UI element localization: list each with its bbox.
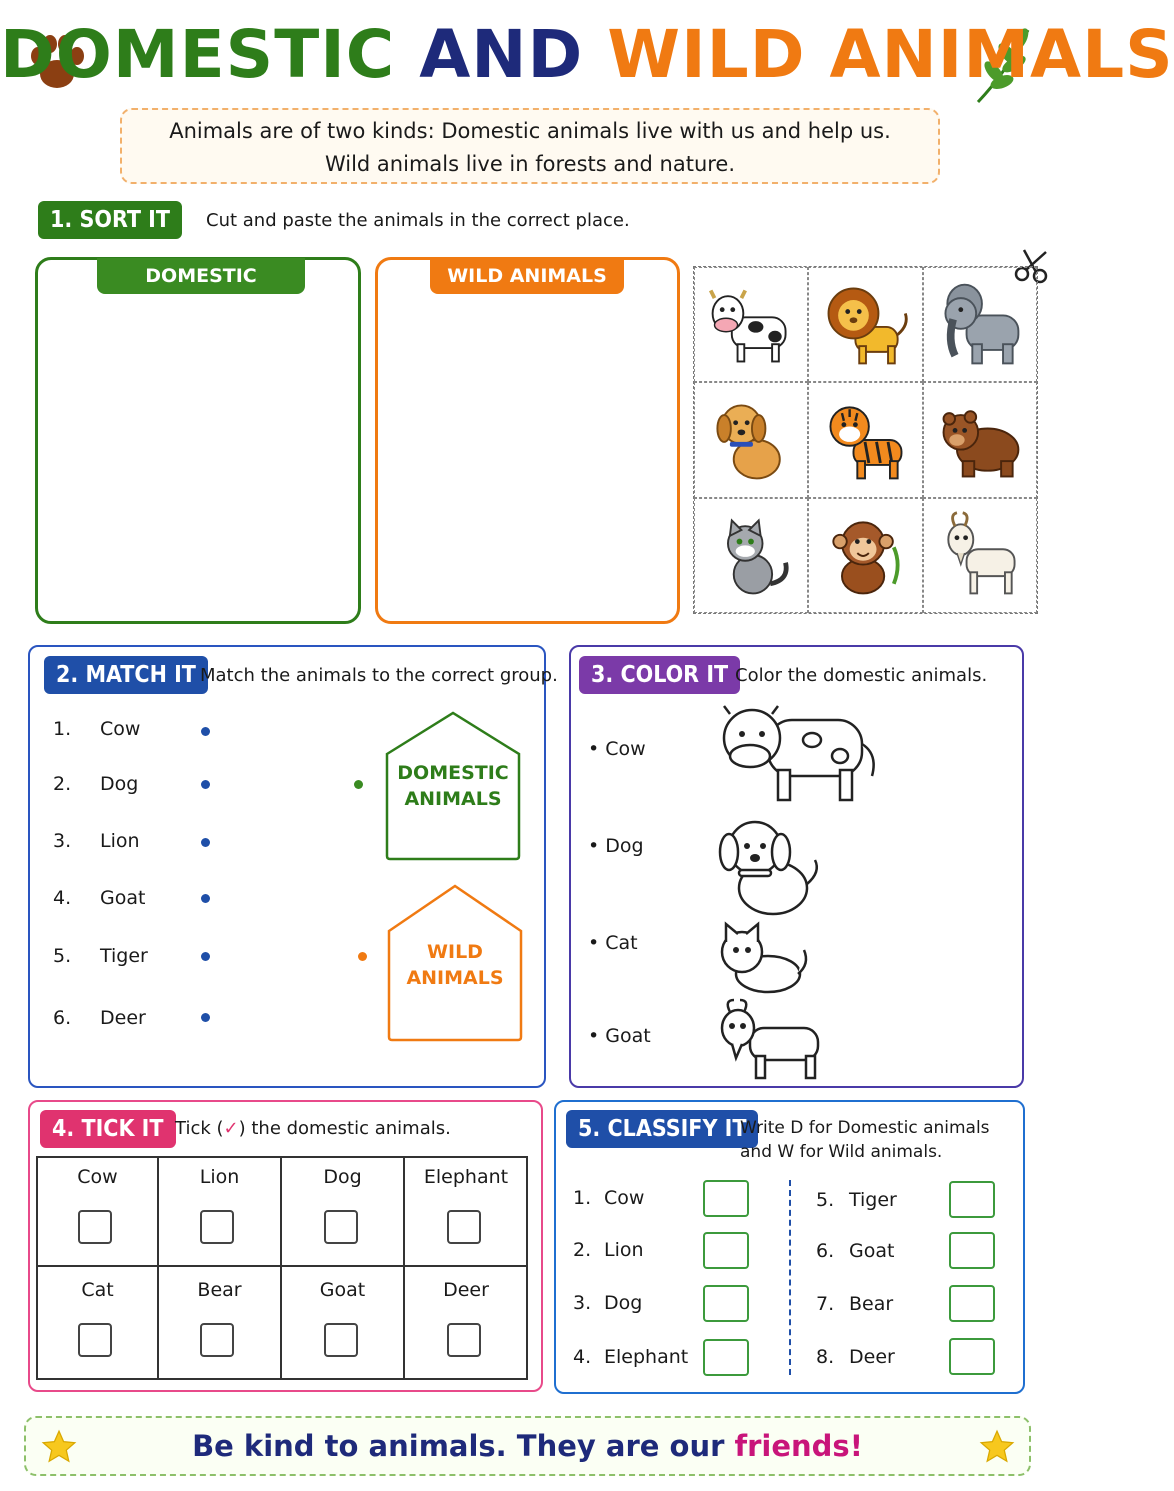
page-title: [0, 12, 1174, 98]
wild-drop-zone[interactable]: [375, 257, 680, 624]
match-row-2: [53, 773, 139, 795]
classify-name: Cow: [604, 1187, 645, 1209]
wild-target-dot[interactable]: [358, 952, 367, 961]
goat-outline-icon[interactable]: [710, 998, 826, 1082]
match-row-num: 1.: [53, 718, 72, 740]
cutout-cow[interactable]: [694, 267, 808, 382]
classify-answer-box-1[interactable]: [703, 1180, 749, 1217]
classify-num: 4.: [573, 1346, 592, 1368]
classify-name: Dog: [604, 1292, 643, 1314]
star-icon-right: [978, 1428, 1016, 1466]
tick-label-elephant: Elephant: [423, 1166, 509, 1188]
match-row-name: Tiger: [100, 945, 148, 967]
tick-label-goat: Goat: [319, 1279, 366, 1301]
intro-box: [120, 108, 940, 184]
cutout-grid: [693, 266, 1038, 614]
tick-checkbox-cat[interactable]: [78, 1323, 112, 1357]
classify-divider: [789, 1180, 791, 1375]
classify-answer-box-7[interactable]: [949, 1285, 995, 1322]
classify-num: 7.: [816, 1293, 835, 1315]
star-icon-left: [40, 1428, 78, 1466]
classify-num: 6.: [816, 1240, 835, 1262]
title-domestic: DOMESTIC: [0, 16, 396, 93]
color-item-label: Cow: [605, 738, 646, 760]
domestic-target-dot[interactable]: [354, 780, 363, 789]
tick-checkbox-deer[interactable]: [447, 1323, 481, 1357]
domestic-house-label: [386, 760, 520, 812]
match-row-name: Lion: [100, 830, 140, 852]
classify-num: 2.: [573, 1239, 592, 1261]
tick-label-cat: Cat: [81, 1279, 114, 1301]
tick-instruction-post: ) the domestic animals.: [238, 1118, 451, 1139]
cutout-dog[interactable]: [694, 382, 808, 497]
classify-left-2: [573, 1239, 644, 1261]
goat-icon: [932, 507, 1028, 603]
classify-num: 5.: [816, 1189, 835, 1211]
color-item-label: Cat: [605, 932, 638, 954]
tick-instruction-pre: Tick (: [175, 1118, 224, 1139]
match-row-4: [53, 887, 146, 909]
tick-label-bear: Bear: [197, 1279, 242, 1301]
cutout-elephant[interactable]: [923, 267, 1037, 382]
classify-answer-box-6[interactable]: [949, 1232, 995, 1269]
match-dot-4[interactable]: [201, 894, 210, 903]
cutout-bear[interactable]: [923, 382, 1037, 497]
match-row-num: 3.: [53, 830, 72, 852]
tick-checkbox-bear[interactable]: [200, 1323, 234, 1357]
dog-outline-icon[interactable]: [715, 812, 825, 918]
cutout-lion[interactable]: [808, 267, 922, 382]
color-item-goat: • Goat: [588, 1025, 651, 1047]
cat-icon: [703, 507, 799, 603]
match-row-num: 2.: [53, 773, 72, 795]
title-and: AND: [419, 16, 584, 93]
classify-badge: 5. CLASSIFY IT: [566, 1110, 758, 1148]
classify-instruction: [740, 1116, 990, 1164]
color-item-cat: • Cat: [588, 932, 638, 954]
sort-badge: 1. SORT IT: [38, 201, 182, 239]
classify-num: 3.: [573, 1292, 592, 1314]
classify-answer-box-2[interactable]: [703, 1232, 749, 1269]
match-row-num: 6.: [53, 1007, 72, 1029]
match-row-name: Goat: [100, 887, 146, 909]
cutout-monkey[interactable]: [808, 498, 922, 613]
cow-icon: [703, 277, 799, 373]
match-dot-3[interactable]: [201, 838, 210, 847]
check-mark-icon: ✓: [223, 1118, 239, 1139]
match-row-3: [53, 830, 140, 852]
cutout-tiger[interactable]: [808, 382, 922, 497]
sort-instruction: Cut and paste the animals in the correct place.: [206, 210, 630, 231]
classify-name: Bear: [849, 1293, 894, 1315]
domestic-zone-label: DOMESTIC ANIMALS: [97, 258, 305, 294]
domestic-house-line-2: ANIMALS: [404, 788, 502, 810]
match-row-num: 5.: [53, 945, 72, 967]
tick-label-cow: Cow: [77, 1166, 118, 1188]
match-dot-2[interactable]: [201, 780, 210, 789]
tick-checkbox-goat[interactable]: [324, 1323, 358, 1357]
classify-answer-box-5[interactable]: [949, 1181, 995, 1218]
lion-icon: [817, 277, 913, 373]
classify-num: 1.: [573, 1187, 592, 1209]
tick-checkbox-lion[interactable]: [200, 1210, 234, 1244]
match-row-num: 4.: [53, 887, 72, 909]
domestic-house-line-1: DOMESTIC: [397, 762, 509, 784]
wild-house-line-1: WILD: [427, 941, 483, 963]
title-wild-animals: WILD ANIMALS: [607, 16, 1174, 93]
tick-label-deer: Deer: [443, 1279, 489, 1301]
footer-banner: [24, 1416, 1031, 1476]
tick-checkbox-elephant[interactable]: [447, 1210, 481, 1244]
classify-name: Goat: [849, 1240, 895, 1262]
tick-badge: 4. TICK IT: [40, 1110, 176, 1148]
classify-name: Deer: [849, 1346, 895, 1368]
match-row-6: [53, 1007, 146, 1029]
classify-name: Tiger: [849, 1189, 897, 1211]
wild-zone-label: WILD ANIMALS: [430, 258, 624, 294]
color-item-label: Dog: [605, 835, 644, 857]
classify-answer-box-4[interactable]: [703, 1339, 749, 1376]
match-instruction: Match the animals to the correct group.: [200, 665, 558, 686]
bear-icon: [932, 392, 1028, 488]
classify-instruction-line-2: and W for Wild animals.: [740, 1142, 943, 1162]
footer-text: Be kind to animals. They are our: [192, 1429, 735, 1463]
classify-name: Lion: [604, 1239, 644, 1261]
tiger-icon: [817, 392, 913, 488]
color-item-dog: • Dog: [588, 835, 644, 857]
match-dot-5[interactable]: [201, 952, 210, 961]
match-row-1: [53, 718, 141, 740]
match-row-5: [53, 945, 148, 967]
tick-label-dog: Dog: [323, 1166, 362, 1188]
cutout-goat[interactable]: [923, 498, 1037, 613]
wild-house-label: [388, 939, 522, 991]
classify-answer-box-3[interactable]: [703, 1285, 749, 1322]
color-instruction: Color the domestic animals.: [735, 665, 988, 686]
tick-checkbox-dog[interactable]: [324, 1210, 358, 1244]
match-dot-1[interactable]: [201, 727, 210, 736]
tick-instruction: [175, 1118, 451, 1139]
classify-name: Elephant: [604, 1346, 689, 1368]
color-item-cow: • Cow: [588, 738, 646, 760]
cat-outline-icon[interactable]: [712, 920, 812, 996]
classify-left-4: [573, 1346, 689, 1368]
classify-left-1: [573, 1187, 645, 1209]
match-row-name: Dog: [100, 773, 139, 795]
color-badge: 3. COLOR IT: [579, 656, 740, 694]
match-badge: 2. MATCH IT: [44, 656, 208, 694]
classify-right-8: [816, 1346, 895, 1368]
match-row-name: Deer: [100, 1007, 146, 1029]
footer-highlight: friends!: [734, 1429, 863, 1463]
classify-answer-box-8[interactable]: [949, 1338, 995, 1375]
elephant-icon: [932, 277, 1028, 373]
match-dot-6[interactable]: [201, 1013, 210, 1022]
tick-checkbox-cow[interactable]: [78, 1210, 112, 1244]
intro-line-1: Animals are of two kinds: Domestic animals live with us and help us.: [169, 119, 891, 143]
intro-line-2: Wild animals live in forests and nature.: [324, 152, 736, 176]
classify-instruction-line-1: Write D for Domestic animals: [740, 1118, 990, 1138]
cow-outline-icon[interactable]: [712, 704, 882, 806]
classify-num: 8.: [816, 1346, 835, 1368]
wild-house-line-2: ANIMALS: [406, 967, 504, 989]
classify-right-7: [816, 1293, 894, 1315]
color-item-label: Goat: [605, 1025, 651, 1047]
cutout-cat[interactable]: [694, 498, 808, 613]
monkey-icon: [817, 507, 913, 603]
classify-right-6: [816, 1240, 895, 1262]
dog-icon: [703, 392, 799, 488]
classify-right-5: [816, 1189, 897, 1211]
match-row-name: Cow: [100, 718, 141, 740]
tick-label-lion: Lion: [199, 1166, 240, 1188]
classify-left-3: [573, 1292, 643, 1314]
